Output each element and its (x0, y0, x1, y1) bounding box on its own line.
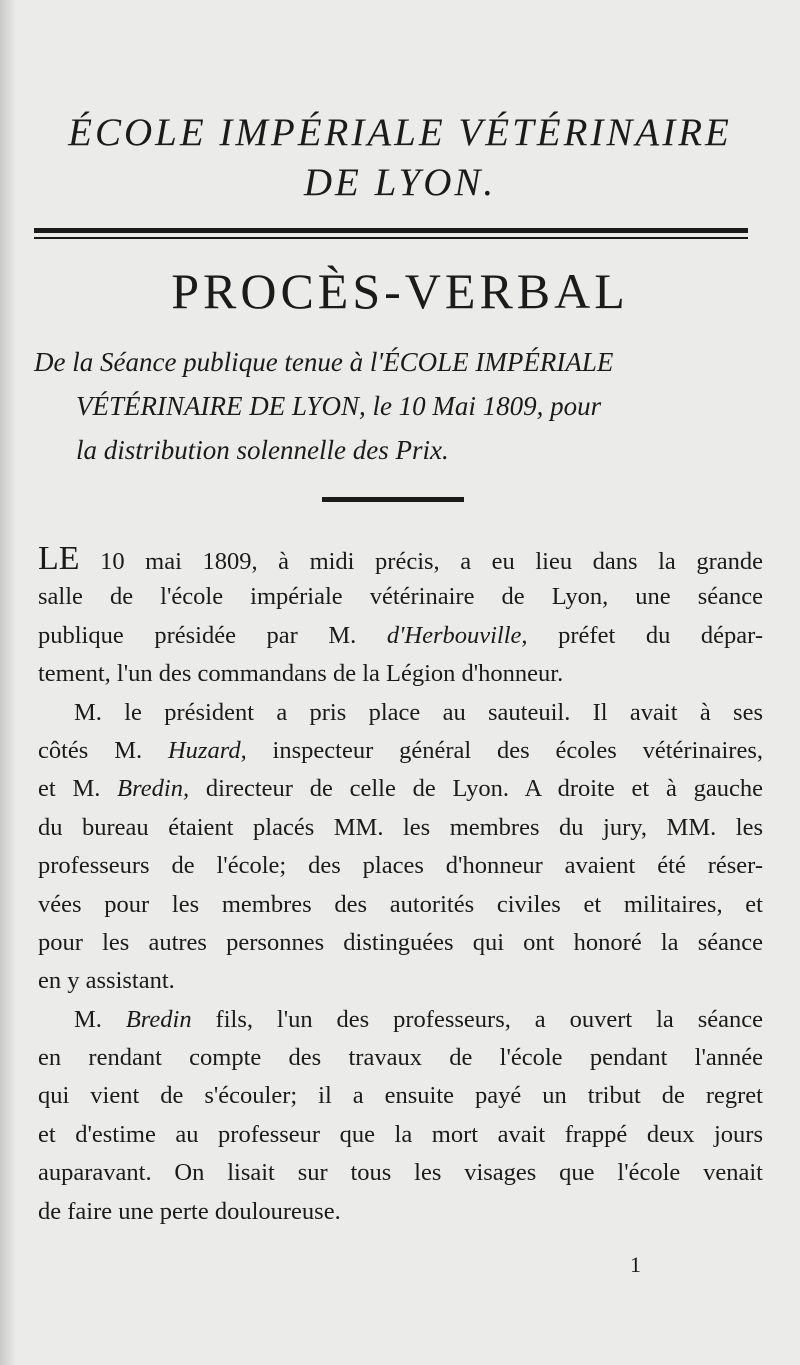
paragraph-line (38, 732, 763, 770)
text-run: publique présidée par M. (38, 621, 387, 649)
double-rule-divider (34, 228, 748, 241)
header-line-1: ÉCOLE IMPÉRIALE VÉTÉRINAIRE (68, 111, 732, 154)
paragraph-line (38, 1116, 763, 1154)
paragraph-line (38, 1039, 763, 1077)
text-run: pour les autres personnes distinguées qui ont honoré la séance (38, 928, 763, 956)
person-name: Bredin (125, 1005, 192, 1033)
text-run: du bureau étaient placés MM. les membres du jury, MM. les (38, 813, 763, 841)
paragraph-line (38, 540, 763, 578)
text-run: M. (74, 1005, 126, 1033)
paragraph-line (38, 617, 763, 655)
paragraph-line (38, 655, 763, 693)
subtitle-line-2: VÉTÉRINAIRE DE LYON, le 10 Mai 1809, pour (76, 391, 602, 421)
text-run: vées pour les membres des autorités civiles et militaires, et (38, 890, 763, 918)
text-run: M. le président a pris place au sauteuil. Il avait à ses (74, 698, 763, 726)
paragraph-line (38, 924, 763, 962)
page-title: PROCÈS-VERBAL (171, 263, 629, 319)
text-run: tement, l'un des commandans de la Légion d'honneur. (38, 660, 564, 688)
paragraph-line (38, 1001, 763, 1039)
person-name: Huzard, (167, 736, 247, 764)
text-run: inspecteur général des écoles vétérinaires, (246, 736, 764, 764)
paragraph-line (38, 886, 763, 924)
page-header (0, 108, 800, 208)
paragraph-line (38, 809, 763, 847)
body-text (38, 540, 763, 1231)
drop-cap: LE (38, 540, 80, 577)
text-run: et d'estime au professeur que la mort avait frappé deux jours (38, 1120, 763, 1148)
paragraph-line (38, 962, 763, 1000)
subtitle-line-1: De la Séance publique tenue à l'ÉCOLE IMPÉRIALE (34, 347, 614, 377)
text-run: salle de l'école impériale vétérinaire de Lyon, une séance (38, 583, 763, 611)
text-run: côtés M. (38, 736, 168, 764)
paragraph-line (38, 1193, 763, 1231)
short-rule-divider (322, 497, 464, 502)
text-run: professeurs de l'école; des places d'honneur avaient été réser- (38, 852, 763, 880)
subtitle-line-3: la distribution solennelle des Prix. (76, 435, 449, 465)
paragraph-line (38, 847, 763, 885)
text-run: en y assistant. (38, 967, 175, 995)
paragraph-line (38, 1077, 763, 1115)
paragraph-line (38, 578, 763, 616)
paragraph-line (38, 694, 763, 732)
text-run: préfet du dépar- (527, 621, 763, 649)
person-name: Bredin, (117, 775, 190, 803)
person-name: d'Herbouville, (386, 621, 528, 649)
text-run: fils, l'un des professeurs, a ouvert la séance (191, 1005, 763, 1033)
text-run: de faire une perte douloureuse. (38, 1197, 341, 1225)
page-number: 1 (630, 1252, 641, 1277)
rule-thin (34, 237, 748, 239)
paragraph-line (38, 770, 763, 808)
rule-thick (34, 228, 748, 233)
paragraph-line (38, 1154, 763, 1192)
text-run: 10 mai 1809, à midi précis, a eu lieu dans la grande (79, 548, 763, 575)
text-run: en rendant compte des travaux de l'école pendant l'année (38, 1044, 763, 1072)
text-run: et M. (38, 775, 118, 803)
subtitle (34, 340, 764, 472)
text-run: auparavant. On lisait sur tous les visages que l'école venait (38, 1159, 763, 1187)
text-run: directeur de celle de Lyon. A droite et à gauche (189, 775, 764, 803)
text-run: qui vient de s'écouler; il a ensuite payé un tribut de regret (38, 1082, 763, 1110)
header-line-2: DE LYON. (303, 161, 497, 204)
